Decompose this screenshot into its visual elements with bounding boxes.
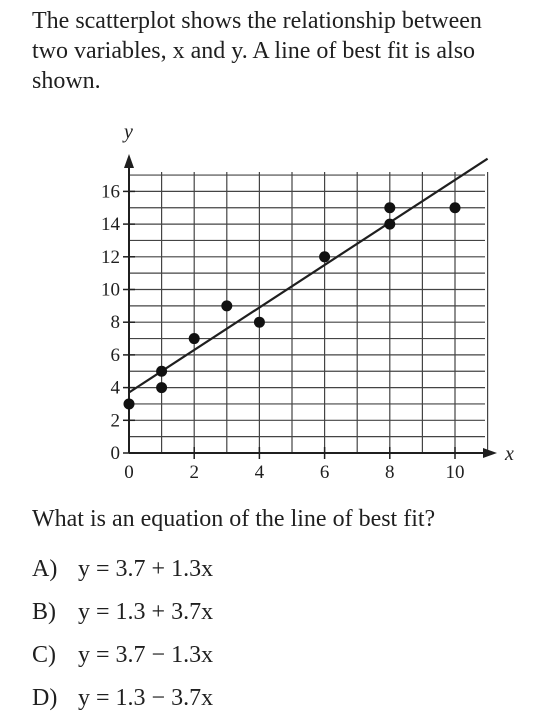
data-point xyxy=(384,202,395,213)
y-tick-label: 0 xyxy=(110,443,120,464)
y-tick-label: 16 xyxy=(101,181,120,203)
data-point xyxy=(189,333,200,344)
y-tick-label: 8 xyxy=(110,312,120,334)
data-point xyxy=(156,382,167,393)
y-axis-label: y xyxy=(124,121,133,143)
x-tick-label: 8 xyxy=(385,462,395,483)
data-point xyxy=(156,366,167,377)
choice-c-equation: y = 3.7 − 1.3x xyxy=(78,642,214,668)
x-tick-label: 10 xyxy=(445,462,465,483)
x-tick-label: 4 xyxy=(254,462,265,483)
choice-b[interactable] xyxy=(32,597,213,640)
best-fit-line-group xyxy=(129,159,488,393)
x-tick-label: 2 xyxy=(189,462,199,483)
data-point xyxy=(384,219,395,230)
choice-c-letter: C) xyxy=(32,642,56,668)
y-tick-label: 4 xyxy=(110,377,120,399)
chart-grid xyxy=(129,172,488,453)
y-tick-label: 14 xyxy=(101,214,120,236)
y-tick-label: 6 xyxy=(110,344,120,366)
answer-choices xyxy=(32,554,213,726)
choice-a-equation: y = 3.7 + 1.3x xyxy=(78,556,214,582)
x-axis-arrow-icon xyxy=(483,448,497,458)
intro-text: The scatterplot shows the relationship between two variables, x and y. A line of best fit is also shown. xyxy=(32,8,482,94)
y-axis-arrow-icon xyxy=(124,154,134,168)
data-point xyxy=(221,300,232,311)
y-tick-label: 10 xyxy=(101,279,120,301)
x-tick-label: 6 xyxy=(319,462,330,483)
data-point xyxy=(254,317,265,328)
y-tick-label: 2 xyxy=(110,410,120,432)
best-fit-line xyxy=(129,159,488,393)
y-tick-label: 12 xyxy=(101,246,120,268)
choice-d[interactable] xyxy=(32,683,213,726)
choice-b-letter: B) xyxy=(32,599,56,625)
data-point xyxy=(450,202,461,213)
choice-a[interactable] xyxy=(32,554,213,597)
data-point xyxy=(319,251,330,262)
choice-d-letter: D) xyxy=(32,685,58,711)
choice-a-letter: A) xyxy=(32,556,58,582)
x-tick-label: 0 xyxy=(124,462,134,483)
choice-b-equation: y = 1.3 + 3.7x xyxy=(78,599,214,625)
chart-ticks xyxy=(101,181,465,483)
question-text: What is an equation of the line of best fit? xyxy=(32,506,436,532)
x-axis-label: x xyxy=(505,443,514,465)
choice-c[interactable] xyxy=(32,640,213,683)
data-point xyxy=(124,398,135,409)
choice-d-equation: y = 1.3 − 3.7x xyxy=(78,685,214,711)
